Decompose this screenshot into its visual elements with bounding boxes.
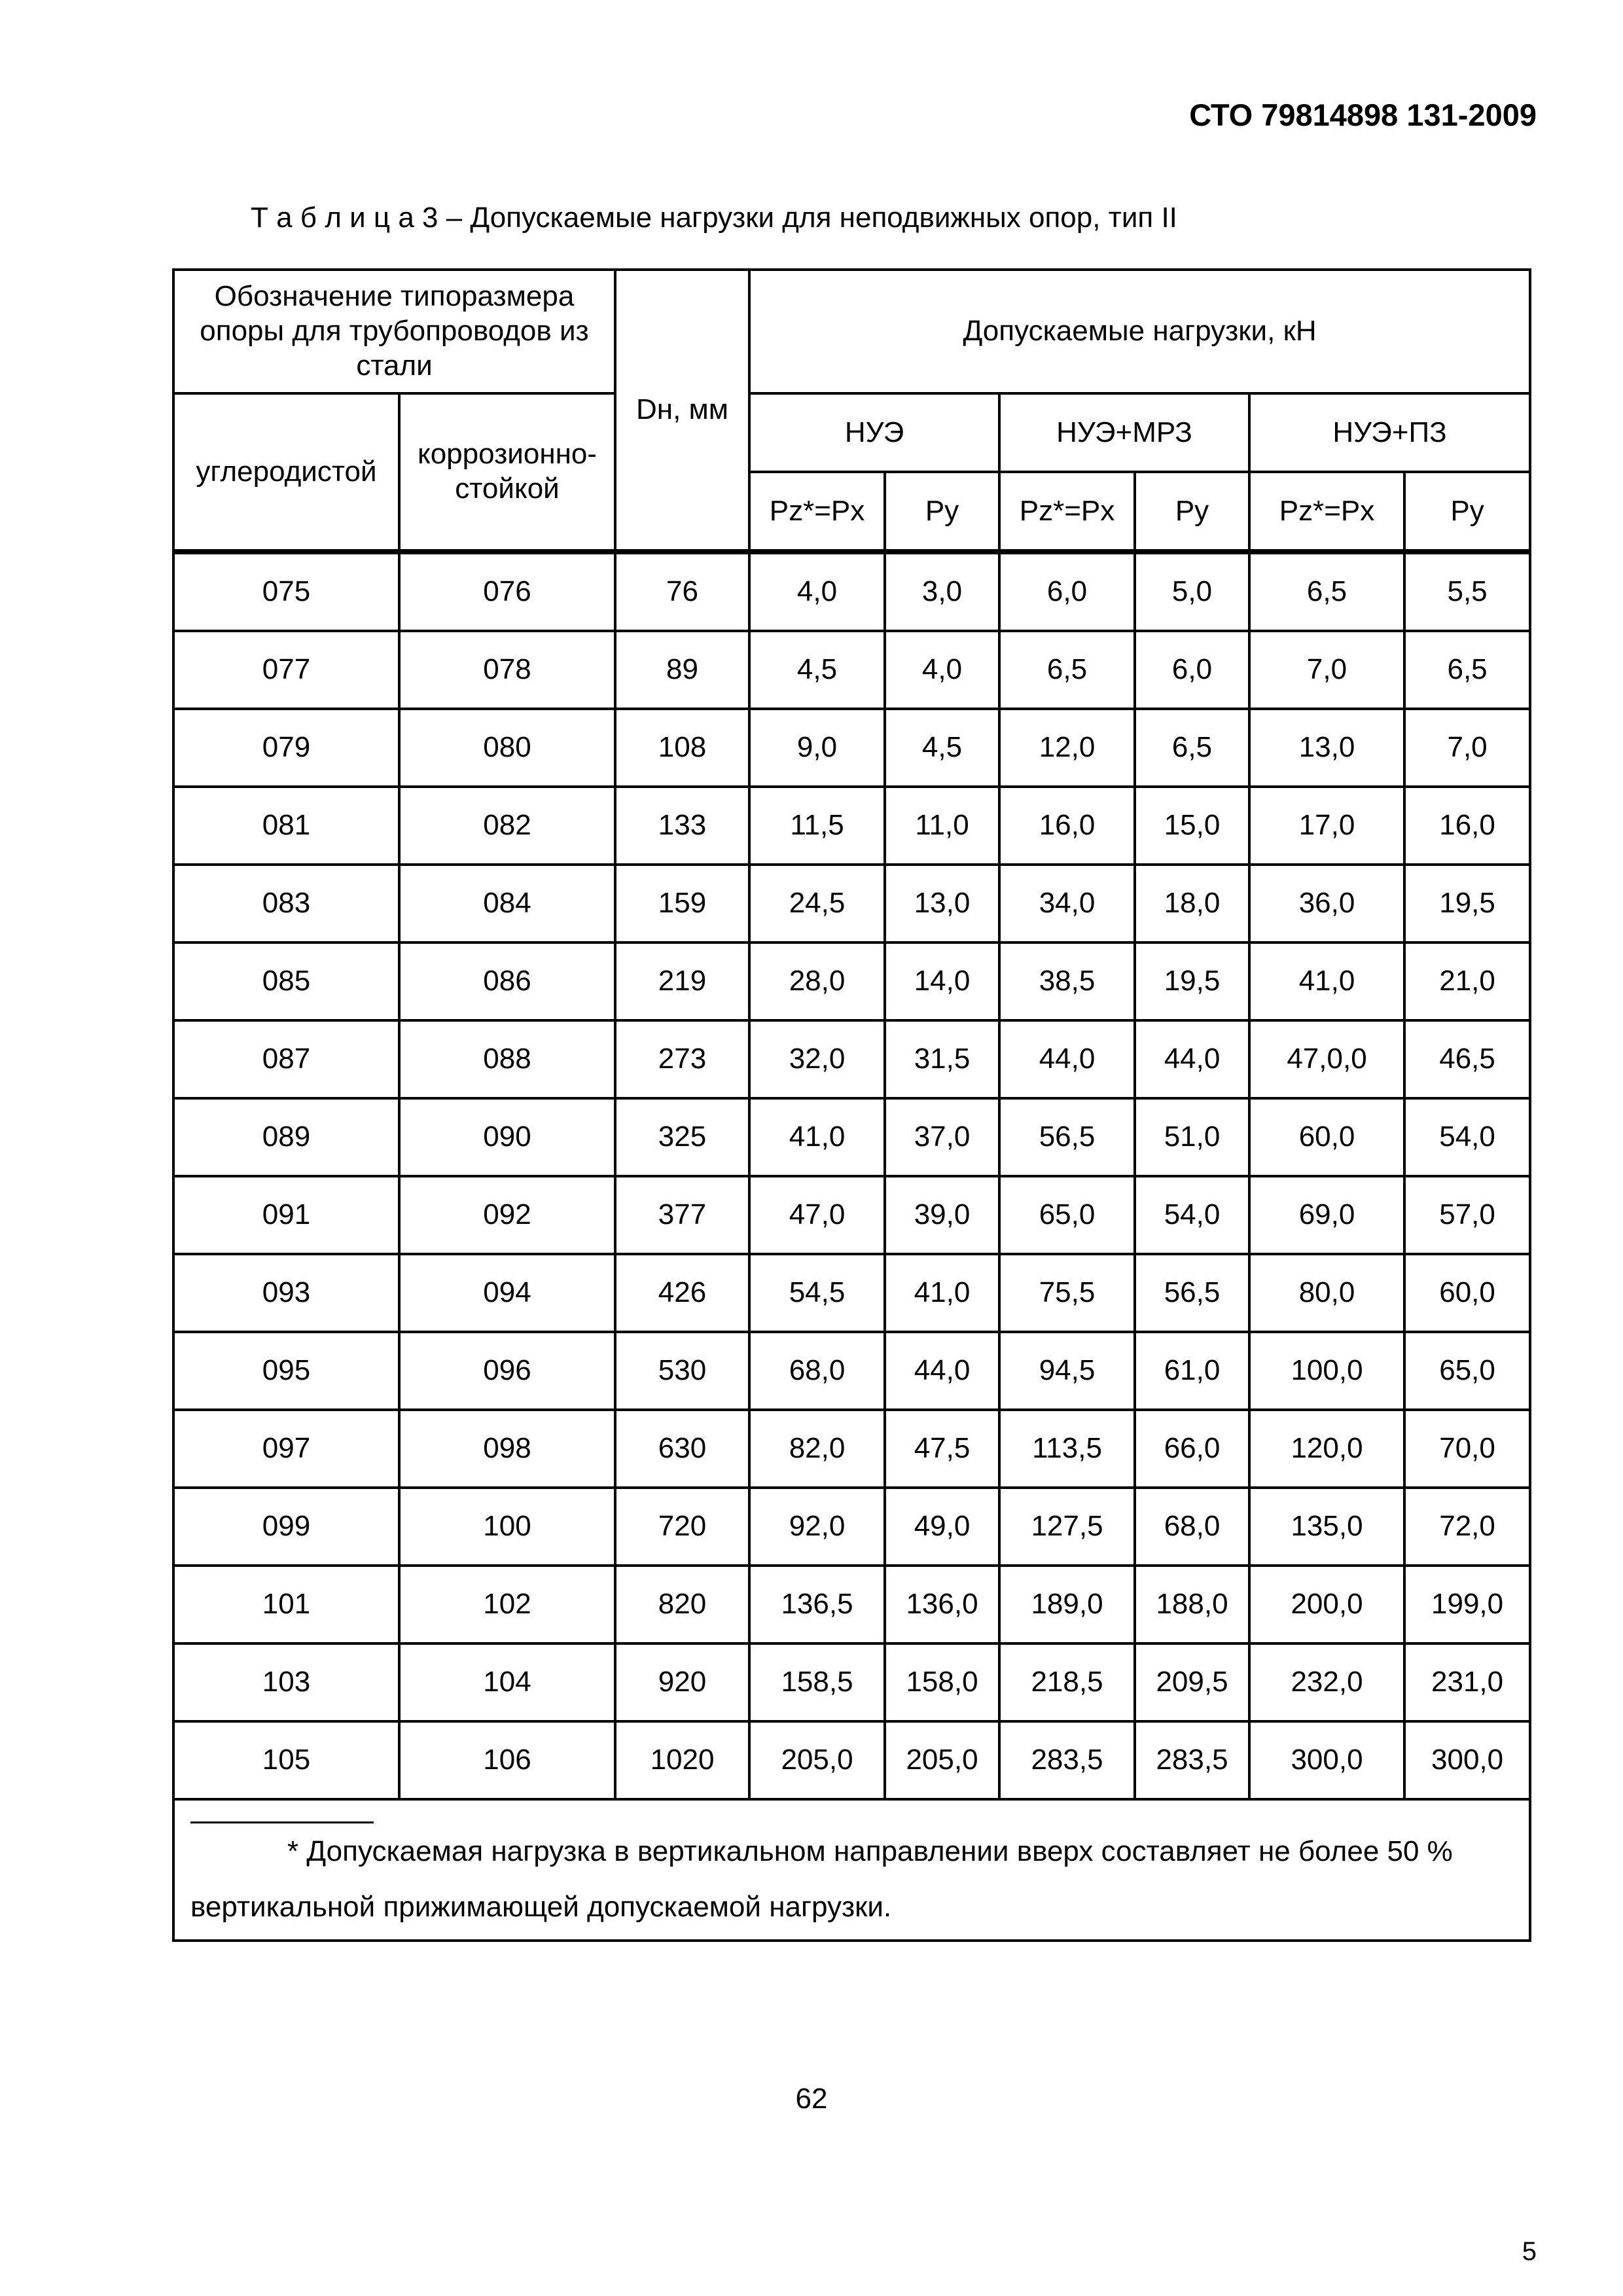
stainless-code-cell: 096 xyxy=(399,1332,615,1410)
carbon-code-cell: 099 xyxy=(173,1488,399,1566)
nue-pz-pz-cell: 200,0 xyxy=(1249,1566,1404,1643)
nue-pz-pz-cell: 36,0 xyxy=(1249,865,1404,942)
nue-pz-py-cell: 231,0 xyxy=(1404,1643,1530,1721)
carbon-code-cell: 083 xyxy=(173,865,399,942)
table-row xyxy=(173,1721,1530,1799)
dn-cell: 377 xyxy=(615,1176,749,1254)
dn-cell: 219 xyxy=(615,942,749,1020)
nue-py-cell: 49,0 xyxy=(885,1488,999,1566)
footnote-line-2: вертикальной прижимающей допускаемой нагрузки. xyxy=(190,1891,892,1923)
nue-pz-py-cell: 6,5 xyxy=(1404,631,1530,709)
nue-mrz-pz-cell: 44,0 xyxy=(999,1020,1135,1098)
stainless-code-cell: 090 xyxy=(399,1098,615,1176)
nue-pz-cell: 82,0 xyxy=(749,1410,885,1488)
carbon-code-cell: 077 xyxy=(173,631,399,709)
table-row xyxy=(173,1488,1530,1566)
nue-pz-py-cell: 72,0 xyxy=(1404,1488,1530,1566)
nue-mrz-py-cell: 209,5 xyxy=(1135,1643,1249,1721)
nue-mrz-pz-cell: 283,5 xyxy=(999,1721,1135,1799)
py-header: Py xyxy=(1135,472,1249,552)
nue-py-cell: 136,0 xyxy=(885,1566,999,1643)
nue-pz-cell: 68,0 xyxy=(749,1332,885,1410)
dn-cell: 720 xyxy=(615,1488,749,1566)
nue-mrz-py-cell: 56,5 xyxy=(1135,1254,1249,1332)
nue-pz-pz-cell: 47,0,0 xyxy=(1249,1020,1404,1098)
table-row xyxy=(173,1566,1530,1643)
table-caption: Т а б л и ц а 3 – Допускаемые нагрузки для неподвижных опор, тип II xyxy=(251,202,1177,234)
nue-mrz-pz-cell: 127,5 xyxy=(999,1488,1135,1566)
nue-mrz-pz-cell: 38,5 xyxy=(999,942,1135,1020)
nue-mrz-py-cell: 44,0 xyxy=(1135,1020,1249,1098)
table-row xyxy=(173,1098,1530,1176)
carbon-code-cell: 095 xyxy=(173,1332,399,1410)
dn-cell: 76 xyxy=(615,552,749,631)
pz-header: Pz*=Px xyxy=(1249,472,1404,552)
designation-header: Обозначение типоразмера опоры для трубопроводов из стали xyxy=(173,270,615,393)
carbon-code-cell: 101 xyxy=(173,1566,399,1643)
nue-pz-pz-cell: 41,0 xyxy=(1249,942,1404,1020)
nue-mrz-py-cell: 68,0 xyxy=(1135,1488,1249,1566)
dn-cell: 426 xyxy=(615,1254,749,1332)
nue-py-cell: 158,0 xyxy=(885,1643,999,1721)
table-row xyxy=(173,552,1530,631)
nue-pz-py-cell: 65,0 xyxy=(1404,1332,1530,1410)
nue-pz-cell: 4,0 xyxy=(749,552,885,631)
table-row xyxy=(173,1332,1530,1410)
carbon-code-cell: 105 xyxy=(173,1721,399,1799)
dn-cell: 920 xyxy=(615,1643,749,1721)
nue-py-cell: 47,5 xyxy=(885,1410,999,1488)
dn-cell: 273 xyxy=(615,1020,749,1098)
nue-py-cell: 4,5 xyxy=(885,709,999,787)
nue-pz-pz-cell: 120,0 xyxy=(1249,1410,1404,1488)
stainless-code-cell: 076 xyxy=(399,552,615,631)
table-row xyxy=(173,1176,1530,1254)
nue-mrz-py-cell: 18,0 xyxy=(1135,865,1249,942)
table-row xyxy=(173,942,1530,1020)
carbon-code-cell: 103 xyxy=(173,1643,399,1721)
nue-mrz-py-cell: 5,0 xyxy=(1135,552,1249,631)
nue-py-cell: 4,0 xyxy=(885,631,999,709)
footnote-line-1: * Допускаемая нагрузка в вертикальном направлении вверх составляет не более 50 % xyxy=(287,1835,1453,1867)
nue-pz-cell: 41,0 xyxy=(749,1098,885,1176)
nue-pz-cell: 205,0 xyxy=(749,1721,885,1799)
stainless-code-cell: 086 xyxy=(399,942,615,1020)
nue-pz-pz-cell: 17,0 xyxy=(1249,787,1404,865)
nue-mrz-pz-cell: 218,5 xyxy=(999,1643,1135,1721)
nue-pz-pz-cell: 135,0 xyxy=(1249,1488,1404,1566)
nue-mrz-pz-cell: 75,5 xyxy=(999,1254,1135,1332)
py-header: Py xyxy=(885,472,999,552)
nue-pz-pz-cell: 80,0 xyxy=(1249,1254,1404,1332)
dn-cell: 108 xyxy=(615,709,749,787)
stainless-code-cell: 104 xyxy=(399,1643,615,1721)
nue-pz-py-cell: 57,0 xyxy=(1404,1176,1530,1254)
nue-pz-cell: 11,5 xyxy=(749,787,885,865)
dn-cell: 325 xyxy=(615,1098,749,1176)
nue-pz-py-cell: 70,0 xyxy=(1404,1410,1530,1488)
allowable-loads-table xyxy=(172,268,1531,1942)
document-code: СТО 79814898 131-2009 xyxy=(1189,98,1537,132)
stainless-code-cell: 088 xyxy=(399,1020,615,1098)
nue-pz-py-cell: 16,0 xyxy=(1404,787,1530,865)
table-row xyxy=(173,631,1530,709)
nue-pz-pz-cell: 6,5 xyxy=(1249,552,1404,631)
loads-header: Допускаемые нагрузки, кН xyxy=(749,270,1530,393)
nue-mrz-pz-cell: 189,0 xyxy=(999,1566,1135,1643)
stainless-steel-header: коррозионно-стойкой xyxy=(399,393,615,552)
nue-pz-pz-cell: 100,0 xyxy=(1249,1332,1404,1410)
group-header-nue: НУЭ xyxy=(749,393,999,472)
nue-py-cell: 31,5 xyxy=(885,1020,999,1098)
nue-mrz-py-cell: 54,0 xyxy=(1135,1176,1249,1254)
dn-header: Dн, мм xyxy=(615,270,749,552)
nue-py-cell: 37,0 xyxy=(885,1098,999,1176)
carbon-code-cell: 081 xyxy=(173,787,399,865)
nue-mrz-pz-cell: 12,0 xyxy=(999,709,1135,787)
dn-cell: 89 xyxy=(615,631,749,709)
nue-pz-cell: 136,5 xyxy=(749,1566,885,1643)
table-row xyxy=(173,1643,1530,1721)
dn-cell: 1020 xyxy=(615,1721,749,1799)
carbon-code-cell: 091 xyxy=(173,1176,399,1254)
stainless-code-cell: 078 xyxy=(399,631,615,709)
carbon-code-cell: 079 xyxy=(173,709,399,787)
nue-pz-py-cell: 21,0 xyxy=(1404,942,1530,1020)
nue-mrz-py-cell: 283,5 xyxy=(1135,1721,1249,1799)
dn-cell: 820 xyxy=(615,1566,749,1643)
nue-py-cell: 11,0 xyxy=(885,787,999,865)
carbon-code-cell: 085 xyxy=(173,942,399,1020)
nue-mrz-py-cell: 61,0 xyxy=(1135,1332,1249,1410)
nue-mrz-pz-cell: 6,5 xyxy=(999,631,1135,709)
table-row xyxy=(173,1020,1530,1098)
nue-py-cell: 13,0 xyxy=(885,865,999,942)
nue-mrz-py-cell: 66,0 xyxy=(1135,1410,1249,1488)
stainless-code-cell: 082 xyxy=(399,787,615,865)
carbon-steel-header: углеродистой xyxy=(173,393,399,552)
stainless-code-cell: 092 xyxy=(399,1176,615,1254)
nue-py-cell: 39,0 xyxy=(885,1176,999,1254)
nue-mrz-py-cell: 188,0 xyxy=(1135,1566,1249,1643)
nue-mrz-py-cell: 19,5 xyxy=(1135,942,1249,1020)
table-footnote xyxy=(173,1799,1530,1941)
nue-mrz-py-cell: 6,0 xyxy=(1135,631,1249,709)
nue-pz-py-cell: 54,0 xyxy=(1404,1098,1530,1176)
table-body xyxy=(173,552,1530,1799)
nue-mrz-pz-cell: 56,5 xyxy=(999,1098,1135,1176)
pz-header: Pz*=Px xyxy=(999,472,1135,552)
page-number: 62 xyxy=(795,2083,828,2115)
nue-py-cell: 3,0 xyxy=(885,552,999,631)
table-row xyxy=(173,1410,1530,1488)
carbon-code-cell: 087 xyxy=(173,1020,399,1098)
stainless-code-cell: 098 xyxy=(399,1410,615,1488)
nue-mrz-py-cell: 51,0 xyxy=(1135,1098,1249,1176)
pz-header: Pz*=Px xyxy=(749,472,885,552)
nue-mrz-pz-cell: 34,0 xyxy=(999,865,1135,942)
nue-pz-pz-cell: 69,0 xyxy=(1249,1176,1404,1254)
group-header-nue-pz: НУЭ+ПЗ xyxy=(1249,393,1530,472)
table-row xyxy=(173,787,1530,865)
py-header: Py xyxy=(1404,472,1530,552)
nue-pz-py-cell: 60,0 xyxy=(1404,1254,1530,1332)
nue-pz-py-cell: 7,0 xyxy=(1404,709,1530,787)
stainless-code-cell: 102 xyxy=(399,1566,615,1643)
nue-pz-cell: 24,5 xyxy=(749,865,885,942)
nue-mrz-pz-cell: 113,5 xyxy=(999,1410,1135,1488)
nue-pz-py-cell: 46,5 xyxy=(1404,1020,1530,1098)
nue-pz-pz-cell: 7,0 xyxy=(1249,631,1404,709)
group-header-nue-mrz: НУЭ+МРЗ xyxy=(999,393,1249,472)
nue-pz-cell: 9,0 xyxy=(749,709,885,787)
nue-mrz-pz-cell: 65,0 xyxy=(999,1176,1135,1254)
carbon-code-cell: 089 xyxy=(173,1098,399,1176)
table-row xyxy=(173,1254,1530,1332)
stainless-code-cell: 100 xyxy=(399,1488,615,1566)
nue-mrz-py-cell: 15,0 xyxy=(1135,787,1249,865)
stainless-code-cell: 080 xyxy=(399,709,615,787)
nue-mrz-pz-cell: 6,0 xyxy=(999,552,1135,631)
stainless-code-cell: 094 xyxy=(399,1254,615,1332)
nue-pz-pz-cell: 300,0 xyxy=(1249,1721,1404,1799)
table-row xyxy=(173,865,1530,942)
nue-pz-py-cell: 5,5 xyxy=(1404,552,1530,631)
nue-py-cell: 205,0 xyxy=(885,1721,999,1799)
nue-pz-cell: 54,5 xyxy=(749,1254,885,1332)
nue-pz-pz-cell: 13,0 xyxy=(1249,709,1404,787)
dn-cell: 159 xyxy=(615,865,749,942)
dn-cell: 530 xyxy=(615,1332,749,1410)
carbon-code-cell: 075 xyxy=(173,552,399,631)
nue-pz-pz-cell: 60,0 xyxy=(1249,1098,1404,1176)
dn-cell: 630 xyxy=(615,1410,749,1488)
sheet-number: 5 xyxy=(1522,2237,1537,2266)
table-row xyxy=(173,709,1530,787)
nue-pz-cell: 158,5 xyxy=(749,1643,885,1721)
carbon-code-cell: 093 xyxy=(173,1254,399,1332)
nue-pz-cell: 92,0 xyxy=(749,1488,885,1566)
nue-mrz-pz-cell: 16,0 xyxy=(999,787,1135,865)
nue-pz-cell: 28,0 xyxy=(749,942,885,1020)
nue-pz-py-cell: 199,0 xyxy=(1404,1566,1530,1643)
carbon-code-cell: 097 xyxy=(173,1410,399,1488)
nue-py-cell: 41,0 xyxy=(885,1254,999,1332)
stainless-code-cell: 084 xyxy=(399,865,615,942)
nue-mrz-py-cell: 6,5 xyxy=(1135,709,1249,787)
stainless-code-cell: 106 xyxy=(399,1721,615,1799)
nue-mrz-pz-cell: 94,5 xyxy=(999,1332,1135,1410)
nue-pz-py-cell: 19,5 xyxy=(1404,865,1530,942)
nue-pz-cell: 47,0 xyxy=(749,1176,885,1254)
dn-cell: 133 xyxy=(615,787,749,865)
nue-py-cell: 44,0 xyxy=(885,1332,999,1410)
nue-pz-pz-cell: 232,0 xyxy=(1249,1643,1404,1721)
nue-py-cell: 14,0 xyxy=(885,942,999,1020)
nue-pz-cell: 4,5 xyxy=(749,631,885,709)
nue-pz-py-cell: 300,0 xyxy=(1404,1721,1530,1799)
nue-pz-cell: 32,0 xyxy=(749,1020,885,1098)
